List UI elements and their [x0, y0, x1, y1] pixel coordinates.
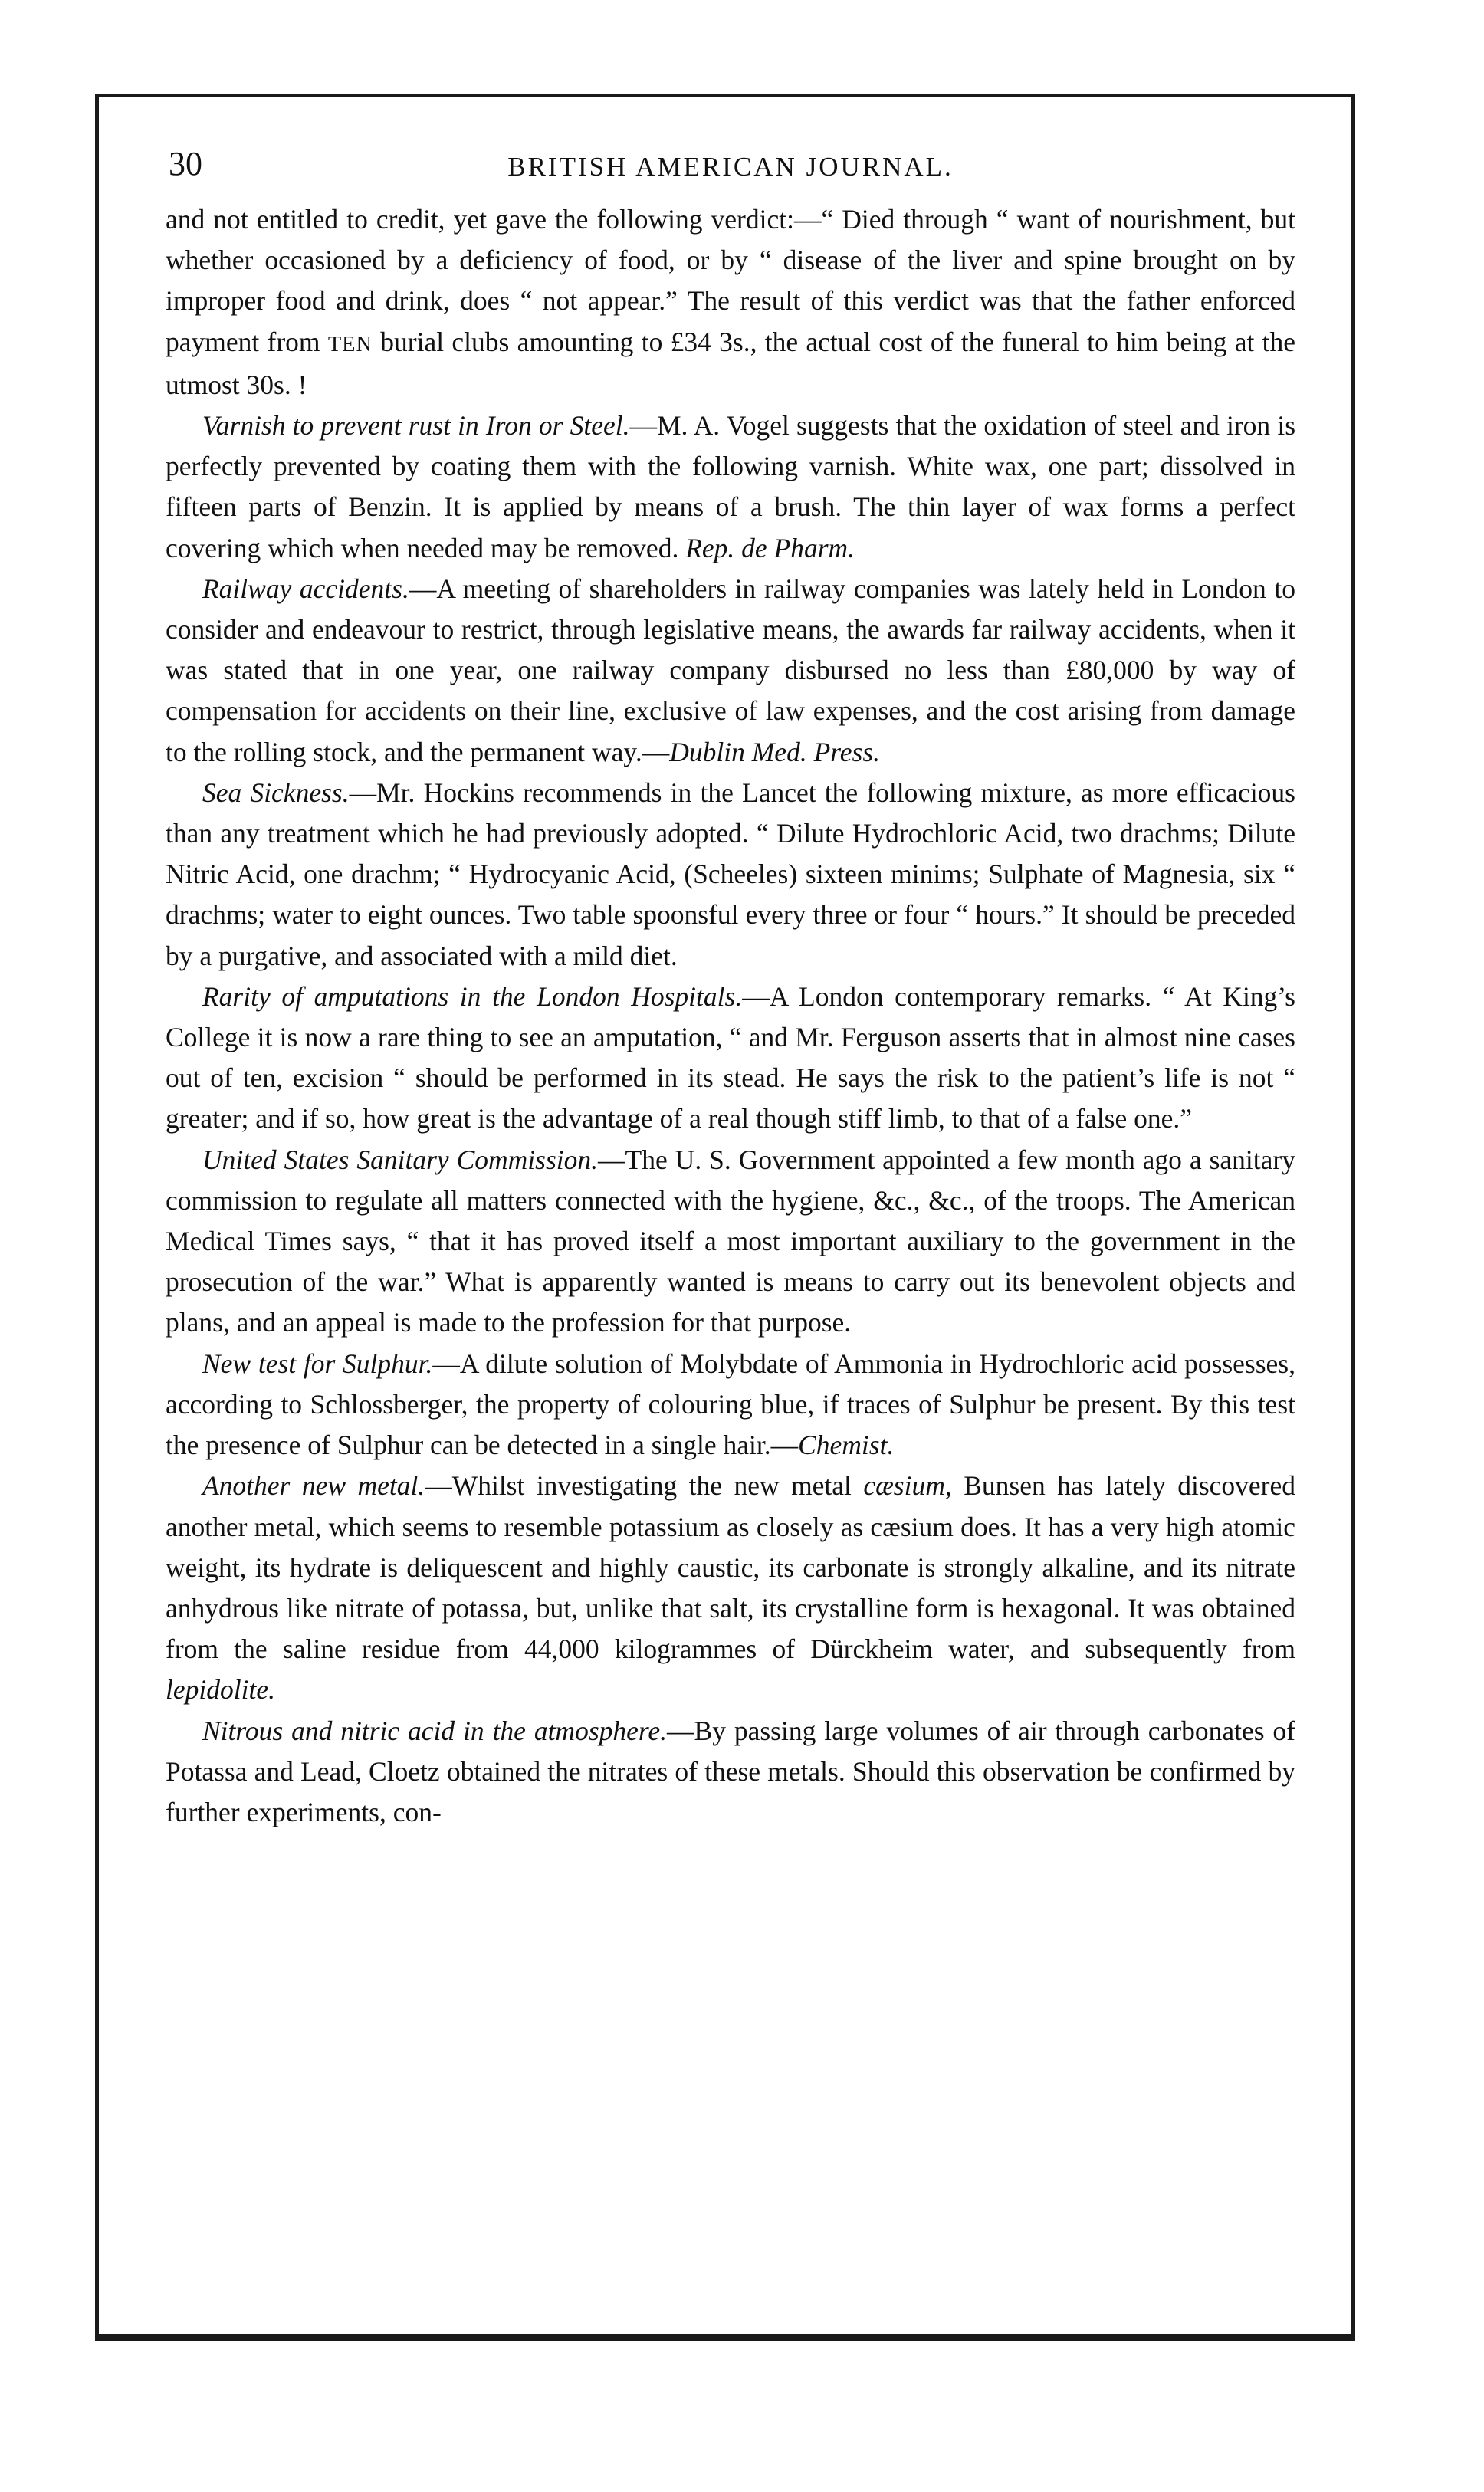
- paragraph-text: —A dilute solution of Molybdate of Ammonia in Hydrochloric acid possesses, according to Schlossberger, the property of colouring blue, if traces of Sulphur be present. By this test the presence of Sulphur can be detected in a single hair.—: [166, 1348, 1295, 1461]
- source-citation: Rep. de Pharm.: [685, 532, 855, 563]
- emphasis-ten: TEN: [327, 332, 373, 356]
- paragraph-text: —By passing large volumes of air through carbonates of Potassa and Lead, Cloetz obtained the nitrates of these metals. Should this observation be confirmed by further experiments, con-: [166, 1715, 1295, 1827]
- page-number: 30: [169, 145, 202, 182]
- section-title: Railway accidents.: [202, 573, 409, 604]
- running-title: BRITISH AMERICAN JOURNAL.: [507, 152, 954, 182]
- paragraph-sea-sickness: [166, 773, 1295, 977]
- paragraph-text: —M. A. Vogel suggests that the oxidation of steel and iron is perfectly prevented by coating them with the following varnish. White wax, one part; dissolved in fifteen parts of Benzin. It is applied by means of a brush. The thin layer of wax forms a perfect covering which when needed may be removed.: [166, 410, 1296, 563]
- paragraph-text: —The U. S. Government appointed a few month ago a sanitary commission to regulate all matters connected with the hygiene, &c., &c., of the troops. The American Medical Times says, “ that it has proved itself a most important auxiliary to the government in the prosecution of the war.” What is apparently wanted is means to carry out its benevolent objects and plans, and an appeal is made to the profession for that purpose.: [166, 1144, 1295, 1338]
- journal-page: [166, 140, 1295, 2286]
- source-citation: lepidolite.: [166, 1674, 275, 1706]
- paragraph-text: —Mr. Hockins recommends in the Lancet the following mixture, as more efficacious than any treatment which he had previously adopted. “ Dilute Hydrochloric Acid, two drachms; Dilute Nitric Acid, one drachm; “ Hydrocyanic Acid, (Scheeles) sixteen minims; Sulphate of Magnesia, six “ drachms; water to eight ounces. Two table spoonsful every three or four “ hours.” It should be preceded by a purgative, and associated with a mild diet.: [166, 776, 1295, 971]
- paragraph-text: —A meeting of shareholders in railway companies was lately held in London to consider and endeavour to restrict, through legislative means, the awards far railway accidents, when it was stated that in one year, one railway company disbursed no less than £80,000 by way of compensation for accidents on their line, exclusive of law expenses, and the cost arising from damage to the rolling stock, and the permanent way.—: [166, 573, 1295, 767]
- emphasis-caesium: cæsium: [863, 1470, 945, 1502]
- source-citation: Dublin Med. Press.: [669, 736, 881, 767]
- section-title: United States Sanitary Commission.: [202, 1144, 599, 1175]
- source-citation: Chemist.: [798, 1430, 895, 1461]
- paragraph-burial-clubs: [166, 199, 1295, 405]
- paragraph-sulphur-test: [166, 1344, 1295, 1466]
- section-title: Nitrous and nitric acid in the atmosphere.: [202, 1715, 668, 1746]
- paragraph-text: —Whilst investigating the new metal: [425, 1470, 864, 1502]
- page-header: [166, 140, 1295, 199]
- paragraph-text: , Bunsen has lately discovered another metal, which seems to resemble potassium as closely as cæsium does. It has a very high atomic weight, its hydrate is deliquescent and highly caustic, its carbonate is strongly alkaline, and its nitrate anhydrous like nitrate of potassa, but, unlike that salt, its crystalline form is hexagonal. It was obtained from the saline residue from 44,000 kilogrammes of Dürckheim water, and subsequently from: [166, 1470, 1295, 1665]
- paragraph-text: —A London contemporary remarks. “ At King’s College it is now a rare thing to see an amputation, “ and Mr. Ferguson asserts that in almost nine cases out of ten, excision “ should be performed in its stead. He says the risk to the patient’s life is not “ greater; and if so, how great is the advantage of a real though stiff limb, to that of a false one.”: [166, 980, 1295, 1134]
- paragraph-text: and not entitled to credit, yet gave the following verdict:—“ Died through “ want of nourishment, but whether occasioned by a deficiency of food, or by “ disease of the liver and spine brought on by improper food and drink, does “ not appear.” The result of this verdict was that the father enforced payment from: [166, 204, 1295, 357]
- paragraph-sanitary-commission: [166, 1140, 1295, 1344]
- section-title: Another new metal.: [202, 1470, 425, 1502]
- paragraph-varnish: [166, 405, 1295, 569]
- section-title: Rarity of amputations in the London Hospitals.: [202, 980, 743, 1012]
- article-body: [166, 199, 1295, 1833]
- paragraph-amputations: [166, 977, 1295, 1140]
- section-title: Varnish to prevent rust in Iron or Steel.: [202, 410, 630, 442]
- section-title: New test for Sulphur.: [202, 1348, 433, 1379]
- section-title: Sea Sickness.: [202, 776, 350, 808]
- paragraph-text: burial clubs amounting to £34 3s., the actual cost of the funeral to him being at the utmost 30s. !: [166, 326, 1295, 400]
- paragraph-nitric-acid: [166, 1711, 1295, 1834]
- paragraph-railway: [166, 569, 1295, 773]
- paragraph-new-metal: [166, 1466, 1295, 1710]
